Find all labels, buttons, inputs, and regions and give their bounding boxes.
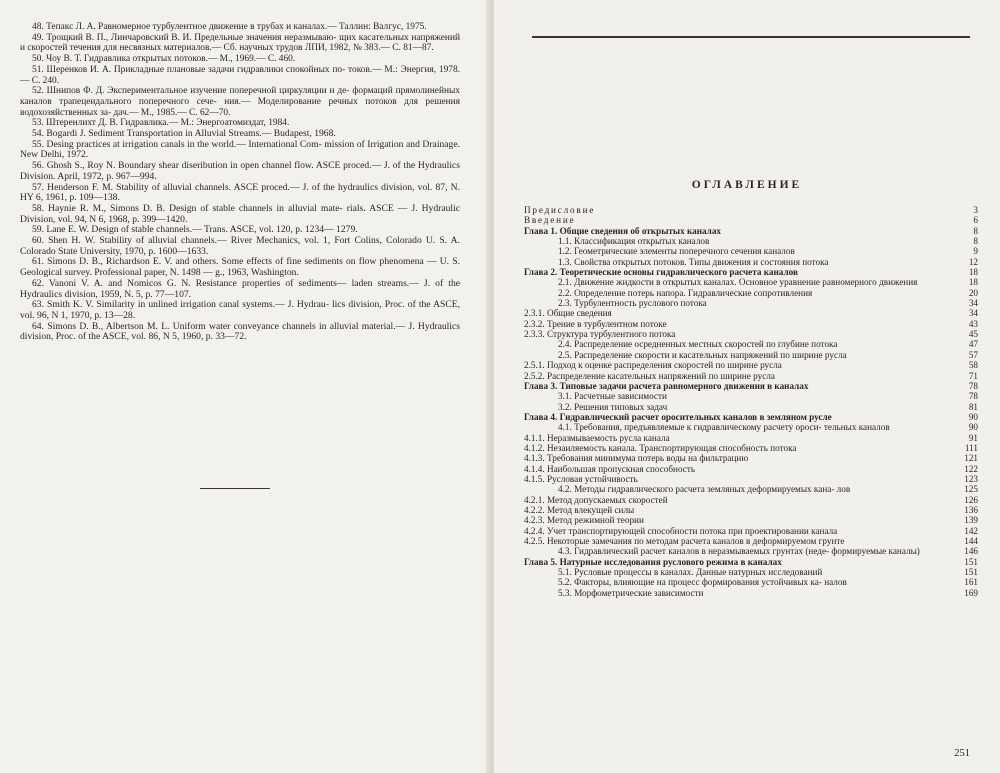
toc-entry[interactable] — [524, 567, 978, 577]
toc-entry[interactable] — [524, 350, 978, 360]
toc-entry-page: 18 — [968, 267, 978, 278]
reference-item: 60. Shen H. W. Stability of alluvial channels.— River Mechanics, vol. 1, Fort Colins, Colorado U. S. A. Colorado State University, 1970, p. 1600—1633. — [20, 235, 460, 257]
toc-entry-page: 34 — [968, 308, 978, 319]
toc-entry-title: Введение — [524, 215, 576, 226]
toc-entry-page: 169 — [964, 587, 978, 598]
reference-item: 51. Шеренков И. А. Прикладные плановые задачи гидравлики спокойных по- токов.— М.: Энергия, 1978.— С. 240. — [20, 64, 460, 86]
toc-chapter[interactable] — [524, 267, 978, 277]
toc-entry-title: 3.2. Решения типовых задач — [558, 401, 668, 412]
toc-entry-title: 1.1. Классификация открытых каналов — [558, 236, 710, 247]
toc-entry[interactable] — [524, 205, 978, 215]
toc-entry-title: Глава 5. Натурные исследования руслового режима в каналах — [524, 556, 782, 567]
toc-entry-page: 126 — [964, 494, 978, 505]
toc-entry-page: 136 — [964, 504, 978, 515]
toc-entry-page: 43 — [968, 318, 978, 329]
contents-title: ОГЛАВЛЕНИЕ — [691, 179, 803, 191]
toc-entry-title: 2.1. Движение жидкости в открытых каналах. Основное уравнение равномерного движения — [558, 277, 918, 288]
toc-entry[interactable] — [524, 546, 978, 556]
toc-entry-title: 2.4. Распределение осредненных местных скоростей по глубине потока — [558, 339, 838, 350]
toc-entry[interactable] — [524, 577, 978, 587]
toc-entry-page: 34 — [968, 298, 978, 309]
toc-entry-page: 123 — [964, 473, 978, 484]
toc-entry[interactable] — [524, 536, 978, 546]
reference-item: 48. Тепакс Л. А. Равномерное турбулентное движение в трубах и каналах.— Таллин: Валгус, 1975. — [32, 22, 427, 32]
toc-entry-title: 4.2.5. Некоторые замечания по методам расчета каналов в деформируемом грунте — [524, 536, 845, 546]
toc-entry-title: 2.3.3. Структура турбулентного потока — [524, 329, 676, 340]
toc-entry[interactable] — [524, 495, 978, 505]
toc-entry[interactable] — [524, 329, 978, 339]
toc-entry-page: 57 — [968, 349, 978, 360]
toc-entry[interactable] — [524, 474, 978, 484]
toc-entry[interactable] — [524, 339, 978, 349]
toc-entry-title: 3.1. Расчетные зависимости — [558, 391, 667, 402]
toc-entry-title: 4.3. Гидравлический расчет каналов в неразмываемых грунтах (неде- формируемые каналы) — [558, 546, 920, 557]
reference-item: 63. Smith K. V. Similarity in unlined irrigation canal systems.— J. Hydrau- lics division, Proc. of the ASCE, vol. 96, N 1, 1970, p. 13—28. — [20, 299, 460, 321]
reference-item: 58. Haynie R. M., Simons D. B. Design of stable channels in alluvial mate- rials. ASCE — J. Hydraulic Division, vol. 94, N 6, 1968, p. 399—1420. — [20, 202, 460, 225]
toc-entry-title: 2.5. Распределение скорости и касательных напряжений по ширине русла — [558, 349, 847, 360]
toc-entry-page: 47 — [968, 339, 978, 350]
toc-chapter[interactable] — [524, 381, 978, 391]
toc-entry-page: 139 — [964, 515, 978, 526]
toc-chapter[interactable] — [524, 557, 978, 567]
reference-item: 55. Desing practices at irrigation canals in the world.— International Com- mission of Irrigation and Drainage. New Delhi, 1972. — [20, 138, 460, 161]
toc-entry[interactable] — [524, 236, 978, 246]
toc-entry-title: 4.2.2. Метод влекущей силы — [524, 504, 635, 515]
toc-entry-title: 4.2.3. Метод режимной теории — [524, 515, 644, 526]
toc-entry-page: 90 — [968, 422, 978, 433]
toc-entry-title: 5.3. Морфометрические зависимости — [558, 587, 704, 598]
reference-item: 53. Штеренлихт Д. В. Гидравлика.— М.: Энергоатомиздат, 1984. — [32, 118, 290, 129]
toc-entry[interactable] — [524, 308, 978, 318]
toc-entry-title: 2.5.1. Подход к оценке распределения скоростей по ширине русла — [524, 360, 782, 371]
toc-entry-title: 2.2. Определение потерь напора. Гидравлические сопротивления — [558, 287, 813, 298]
toc-entry-page: 8 — [973, 236, 978, 247]
toc-entry-page: 122 — [964, 463, 978, 474]
toc-entry[interactable] — [524, 298, 978, 308]
toc-entry[interactable] — [524, 526, 978, 536]
toc-entry-page: 161 — [964, 577, 978, 588]
toc-entry-title: 4.2.4. Учет транспортирующей способности потока при проектировании канала — [524, 525, 838, 536]
end-rule — [200, 488, 270, 489]
toc-entry[interactable] — [524, 371, 978, 381]
toc-entry[interactable] — [524, 505, 978, 515]
reference-item: 56. Ghosh S., Roy N. Boundary shear diseribution in open channel flow. ASCE proced.— J. of the Hydraulics Division. April, 1972, p. 967—994. — [20, 160, 460, 182]
toc-entry-page: 18 — [968, 277, 978, 288]
toc-entry[interactable] — [524, 360, 978, 370]
toc-entry-page: 142 — [964, 525, 978, 536]
toc-entry[interactable] — [524, 443, 978, 453]
toc-entry[interactable] — [524, 319, 978, 329]
toc-entry-page: 78 — [968, 380, 978, 391]
toc-entry-page: 90 — [968, 411, 978, 422]
toc-entry-title: 4.1.4. Наибольшая пропускная способность — [524, 463, 696, 474]
toc-entry[interactable] — [524, 422, 978, 432]
toc-entry[interactable] — [524, 484, 978, 494]
toc-entry-title: Глава 4. Гидравлический расчет оросительных каналов в земляном русле — [524, 411, 832, 422]
reference-item: 59. Lane E. W. Design of stable channels.— Trans. ASCE, vol. 120, p. 1234— 1279. — [32, 224, 358, 236]
toc-entry-title: 2.5.2. Распределение касательных напряжений по ширине русла — [524, 370, 775, 381]
toc-entry-page: 45 — [968, 329, 978, 340]
toc-entry-page: 8 — [973, 225, 978, 236]
toc-entry[interactable] — [524, 257, 978, 267]
reference-list — [20, 22, 460, 343]
reference-item: 50. Чоу В. Т. Гидравлика открытых потоков.— М., 1969.— С. 460. — [32, 54, 296, 65]
toc-entry-page: 20 — [968, 287, 978, 298]
toc-entry-page: 125 — [964, 484, 978, 495]
toc-entry[interactable] — [524, 464, 978, 474]
toc-chapter[interactable] — [524, 412, 978, 422]
reference-item: 64. Simons D. B., Albertson M. L. Uniform water conveyance channels in alluvial material.— J. Hydraulics division, Proc. of the ASCE, vol. 86, N 5, 1960, p. 33—72. — [20, 320, 460, 343]
toc-entry-title: 2.3.1. Общие сведения — [524, 308, 612, 319]
toc-entry-title: 4.2. Методы гидравлического расчета земляных деформируемых кана- лов — [558, 484, 851, 495]
toc-entry-page: 151 — [964, 556, 978, 567]
toc-entry-page: 111 — [964, 442, 978, 453]
toc-entry[interactable] — [524, 433, 978, 443]
toc-entry-page: 12 — [968, 256, 978, 267]
toc-entry-page: 144 — [964, 536, 978, 546]
toc-chapter[interactable] — [524, 226, 978, 236]
toc-entry-page: 6 — [973, 215, 978, 226]
toc-entry-title: 1.2. Геометрические элементы поперечного сечения каналов — [558, 246, 795, 257]
toc-entry-title: 1.3. Свойства открытых потоков. Типы движения и состояния потока — [558, 256, 829, 267]
toc-entry-page: 9 — [973, 246, 978, 257]
toc-entry-title: 4.1. Требования, предъявляемые к гидравлическому расчету ороси- тельных каналов — [558, 422, 890, 433]
toc-entry-title: 2.3.2. Трение в турбулентном потоке — [524, 318, 667, 329]
reference-item: 49. Трощкий В. П., Линчаровский В. И. Предельные значения неразмываю- щих касательных напряжений и скоростей течения для несвязных материалов.— Сб. научных трудов ЛПИ, 1982, № 383.— С. 81—87. — [20, 32, 460, 54]
table-of-contents — [524, 205, 978, 598]
toc-entry[interactable] — [524, 402, 978, 412]
toc-entry-title: 5.1. Русловые процессы в каналах. Данные натурных исследований — [558, 567, 823, 578]
toc-entry-title: 5.2. Факторы, влияющие на процесс формирования устойчивых ка- налов — [558, 577, 847, 588]
toc-entry-page: 3 — [973, 205, 978, 215]
toc-entry-page: 81 — [968, 401, 978, 412]
reference-item: 62. Vanoni V. A. and Nomicos G. N. Resistance properties of sediments— laden streams.— J. of the Hydraulics division, 1959, N. 5, p. 77—107. — [20, 277, 460, 300]
toc-entry-page: 146 — [964, 546, 978, 557]
left-page — [0, 0, 490, 773]
toc-entry[interactable] — [524, 288, 978, 298]
toc-entry-title: Глава 3. Типовые задачи расчета равномерного движения в каналах — [524, 380, 809, 391]
toc-entry-title: Глава 1. Общие сведения об открытых каналах — [524, 225, 722, 236]
toc-entry-title: Глава 2. Теоретические основы гидравлического расчета каналов — [524, 267, 798, 278]
toc-entry[interactable] — [524, 215, 978, 225]
toc-entry-title: 4.2.1. Метод допускаемых скоростей — [524, 494, 668, 505]
toc-entry-page: 91 — [968, 432, 978, 443]
toc-entry[interactable] — [524, 588, 978, 598]
right-page — [494, 0, 1000, 773]
toc-entry-page: 71 — [968, 370, 978, 381]
toc-entry-title: 4.1.5. Русловая устойчивость — [524, 473, 638, 484]
toc-entry-page: 78 — [968, 391, 978, 402]
reference-item: 52. Шнипов Ф. Д. Экспериментальное изучение поперечной циркуляции и де- формаций прямолинейных каналов трапецеидального поперечного сече- ния.— Моделирование речных потоков для решения водохозяйственных за- дач.— М., 1985.— С. 62—70. — [20, 86, 460, 118]
toc-entry[interactable] — [524, 246, 978, 256]
toc-entry-title: Предисловие — [524, 205, 596, 215]
toc-entry[interactable] — [524, 391, 978, 401]
toc-entry[interactable] — [524, 453, 978, 463]
toc-entry-page: 121 — [964, 453, 978, 464]
reference-item: 57. Henderson F. M. Stability of alluvial channels. ASCE proced.— J. of the hydraulics division, vol. 87, N. HY 6, 1961, p. 109—138. — [20, 181, 460, 204]
toc-entry-page: 58 — [968, 360, 978, 371]
toc-entry-page: 151 — [964, 567, 978, 578]
page-number: 251 — [954, 748, 970, 759]
header-rule — [532, 36, 970, 38]
toc-entry-title: 4.1.1. Неразмываемость русла канала — [524, 432, 670, 443]
reference-item: 61. Simons D. B., Richardson E. V. and others. Some effects of fine sediments on flow phenomena — U. S. Geological survey. Professional paper, N. 1498 — g., 1963, Washington. — [20, 256, 460, 279]
toc-entry[interactable] — [524, 277, 978, 287]
toc-entry[interactable] — [524, 515, 978, 525]
toc-entry-title: 4.1.3. Требования минимума потерь воды на фильтрацию — [524, 453, 749, 464]
toc-entry-title: 4.1.2. Незаиляемость канала. Транспортирующая способность потока — [524, 442, 797, 453]
toc-entry-title: 2.3. Турбулентность руслового потока — [558, 298, 707, 309]
reference-item: 54. Bogardi J. Sediment Transportation in Alluvial Streams.— Budapest, 1968. — [32, 128, 336, 140]
